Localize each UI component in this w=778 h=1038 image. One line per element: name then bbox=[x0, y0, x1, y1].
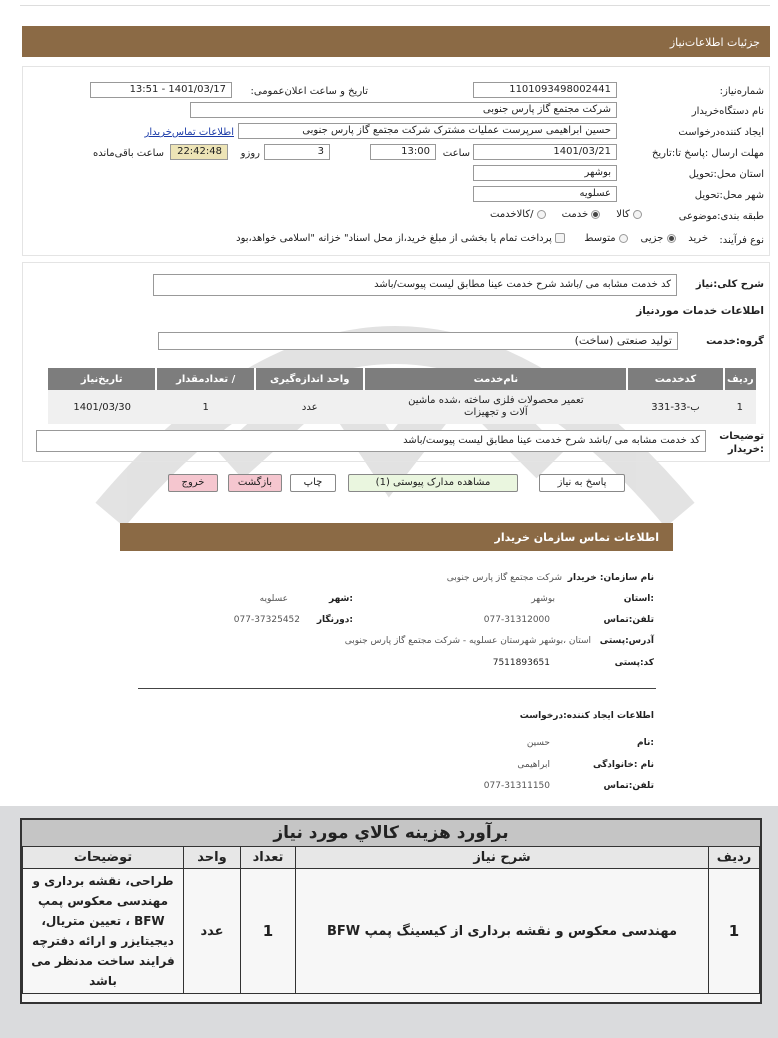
est-cell-qty: 1 bbox=[241, 869, 296, 994]
buyer-notes-field[interactable]: کد خدمت مشابه می /باشد شرح خدمت عینا مطابق لیست پیوست/باشد bbox=[36, 430, 706, 452]
contact-phone-value: 077-31312000 bbox=[483, 615, 550, 625]
radio-goods[interactable] bbox=[633, 210, 642, 219]
buyer-contact-link[interactable]: اطلاعات تماس‌خریدار bbox=[144, 127, 234, 138]
proc-medium-label: متوسط bbox=[584, 233, 616, 244]
proc-partial-label: جزیی bbox=[640, 233, 664, 244]
postal-label: کد:پستی bbox=[614, 658, 654, 668]
col-qty: / تعداد‌مقدار bbox=[156, 368, 255, 390]
reply-button[interactable]: پاسخ به نیاز bbox=[539, 474, 625, 492]
contact-header bbox=[120, 523, 673, 551]
creator-phone-value: 077-31311150 bbox=[483, 781, 550, 791]
col-date: تاریخ‌نیاز bbox=[80, 373, 123, 385]
address-value: استان ،بوشهر شهرستان عسلویه - شرکت مجتمع گاز پارس جنوبی bbox=[344, 636, 591, 646]
proc-buy-label: خرید bbox=[688, 233, 708, 244]
col-row: ردیف bbox=[724, 368, 756, 390]
general-desc-field[interactable]: کد خدمت مشابه می /باشد شرح خدمت عینا مطابق لیست پیوست/باشد bbox=[153, 274, 677, 296]
est-col-desc: شرح نیاز bbox=[296, 847, 709, 869]
print-button[interactable]: چاپ bbox=[290, 474, 336, 492]
cell-date: 1401/03/30 bbox=[73, 401, 132, 413]
creator-name-label: :نام bbox=[637, 738, 654, 748]
radio-proc-medium[interactable] bbox=[619, 234, 628, 243]
contact-title: اطلاعات تماس سازمان خریدار bbox=[494, 531, 659, 544]
cell-name: تعمیر محصولات فلزی ساخته ،شده ماشین آلات و تجهیزات bbox=[408, 395, 584, 418]
view-docs-button[interactable]: مشاهده مدارک پیوستی (1) bbox=[348, 474, 518, 492]
category-radios bbox=[490, 209, 642, 220]
remaining-label: ساعت باقی‌مانده bbox=[92, 148, 164, 159]
payment-note: پرداخت تمام یا بخشی از مبلغ خرید،از محل اسناد" خزانه "اسلامی خواهد،بود bbox=[236, 233, 552, 244]
remaining-time-field: 22:42:48 bbox=[170, 144, 228, 160]
postal-value: 7511893651 bbox=[492, 658, 550, 668]
group-label: گروه:خدمت bbox=[706, 336, 764, 347]
estimate-header bbox=[23, 847, 760, 869]
exit-button[interactable]: خروج bbox=[168, 474, 218, 492]
est-col-qty: تعداد bbox=[241, 847, 296, 869]
creator-family-value: ابراهیمی bbox=[517, 760, 550, 770]
creator-name-value: حسین bbox=[526, 738, 550, 748]
est-col-unit: واحد bbox=[184, 847, 241, 869]
table-row[interactable] bbox=[48, 390, 756, 424]
estimate-title: برآورد هزینه کالاي مورد نیاز bbox=[22, 820, 760, 847]
cell-unit: عدد bbox=[301, 401, 318, 413]
back-button[interactable]: بازگشت bbox=[228, 474, 282, 492]
need-number-label: شماره‌نیاز: bbox=[719, 86, 764, 97]
contact-province-label: :استان bbox=[623, 594, 654, 604]
general-desc-label: شرح کلی:نیاز bbox=[695, 279, 764, 290]
est-cell-unit: عدد bbox=[184, 869, 241, 994]
payment-checkbox[interactable] bbox=[555, 233, 565, 243]
estimate-table bbox=[22, 846, 760, 994]
contact-fax-label: :دورنگار bbox=[316, 615, 353, 625]
radio-service[interactable] bbox=[591, 210, 600, 219]
deadline-time-field[interactable]: 13:00 bbox=[370, 144, 436, 160]
contact-province-value: بوشهر bbox=[531, 594, 555, 604]
city-label: شهر محل:تحویل bbox=[694, 190, 764, 201]
cell-qty: 1 bbox=[202, 401, 209, 413]
radio-service-label: خدمت bbox=[561, 209, 589, 220]
creator-label: ایجاد کننده‌درخواست bbox=[678, 127, 764, 138]
services-table-header bbox=[48, 368, 756, 390]
buyer-notes-label: توضیحات :خریدار bbox=[719, 431, 764, 455]
table-row bbox=[23, 869, 760, 994]
col-code: کدخدمت bbox=[627, 368, 723, 390]
est-cell-desc: مهندسی معکوس و نقشه برداری از کیسینگ پمپ BFW bbox=[296, 869, 709, 994]
radio-goods-label: کالا bbox=[616, 209, 630, 220]
deadline-time-label: ساعت bbox=[442, 148, 470, 159]
col-name: نام‌خدمت bbox=[364, 368, 627, 390]
col-unit: واحد اندازه‌گیری bbox=[255, 368, 365, 390]
contact-fax-value: 077-37325452 bbox=[233, 615, 300, 625]
radio-proc-partial[interactable] bbox=[667, 234, 676, 243]
group-field[interactable]: تولید صنعتی (ساخت) bbox=[158, 332, 678, 350]
radio-goods-service[interactable] bbox=[537, 210, 546, 219]
buyer-org-field[interactable]: شرکت مجتمع گاز پارس جنوبی bbox=[190, 102, 617, 118]
services-table bbox=[48, 368, 756, 424]
est-col-row: ردیف bbox=[709, 847, 760, 869]
est-cell-notes: طراحی، نقشه برداری و مهندسی معکوس پمپ BFW ، تعیین متریال، دیجیتایزر و ارائه دفترچه فرایند ساخت مدنظر می باشد bbox=[23, 869, 184, 994]
est-cell-row: 1 bbox=[709, 869, 760, 994]
province-field[interactable]: بوشهر bbox=[473, 165, 617, 181]
creator-phone-label: تلفن:تماس bbox=[603, 781, 654, 791]
top-rule bbox=[20, 5, 770, 6]
process-label: نوع فرآیند: bbox=[719, 235, 764, 246]
org-value: شرکت مجتمع گاز پارس جنوبی bbox=[446, 573, 562, 583]
creator-info-title: اطلاعات ایجاد کننده:درخواست bbox=[519, 711, 654, 721]
city-field[interactable]: عسلویه bbox=[473, 186, 617, 202]
announce-field[interactable]: 1401/03/17 - 13:51 bbox=[90, 82, 232, 98]
details-header bbox=[22, 26, 770, 57]
deadline-label: مهلت ارسال :پاسخ تا:تاریخ bbox=[651, 148, 764, 159]
deadline-date-field[interactable]: 1401/03/21 bbox=[473, 144, 617, 160]
org-label: نام سازمان: خریدار bbox=[567, 573, 654, 583]
breadcrumb[interactable]: جزئیات اطلاعات‌نیاز bbox=[669, 36, 760, 49]
cell-row: 1 bbox=[736, 401, 743, 413]
buyer-org-label: نام دستگاه‌خریدار bbox=[691, 106, 764, 117]
announce-label: تاریخ و ساعت اعلان‌عمومی: bbox=[250, 86, 368, 97]
days-label: روزو bbox=[240, 148, 260, 159]
days-field[interactable]: 3 bbox=[264, 144, 330, 160]
category-label: طبقه بندی:موضوعی bbox=[678, 211, 764, 222]
creator-field[interactable]: حسین ابراهیمی سرپرست عملیات مشترک شرکت مجتمع گاز پارس جنوبی bbox=[238, 123, 617, 139]
services-title: اطلاعات خدمات موردنیاز bbox=[636, 305, 764, 317]
contact-divider bbox=[138, 688, 656, 689]
contact-city-value: عسلویه bbox=[259, 594, 288, 604]
need-number-field[interactable]: 1101093498002441 bbox=[473, 82, 617, 98]
province-label: استان محل:تحویل bbox=[688, 169, 764, 180]
cell-code: ب-33-331 bbox=[651, 401, 700, 413]
process-radios bbox=[236, 233, 708, 244]
contact-city-label: :شهر bbox=[329, 594, 353, 604]
creator-family-label: نام :خانوادگی bbox=[592, 760, 654, 770]
est-col-notes: توضیحات bbox=[23, 847, 184, 869]
contact-phone-label: تلفن:تماس bbox=[603, 615, 654, 625]
address-label: آدرس:پستی bbox=[599, 636, 654, 646]
radio-goods-service-label: /کالاخدمت bbox=[490, 209, 534, 220]
